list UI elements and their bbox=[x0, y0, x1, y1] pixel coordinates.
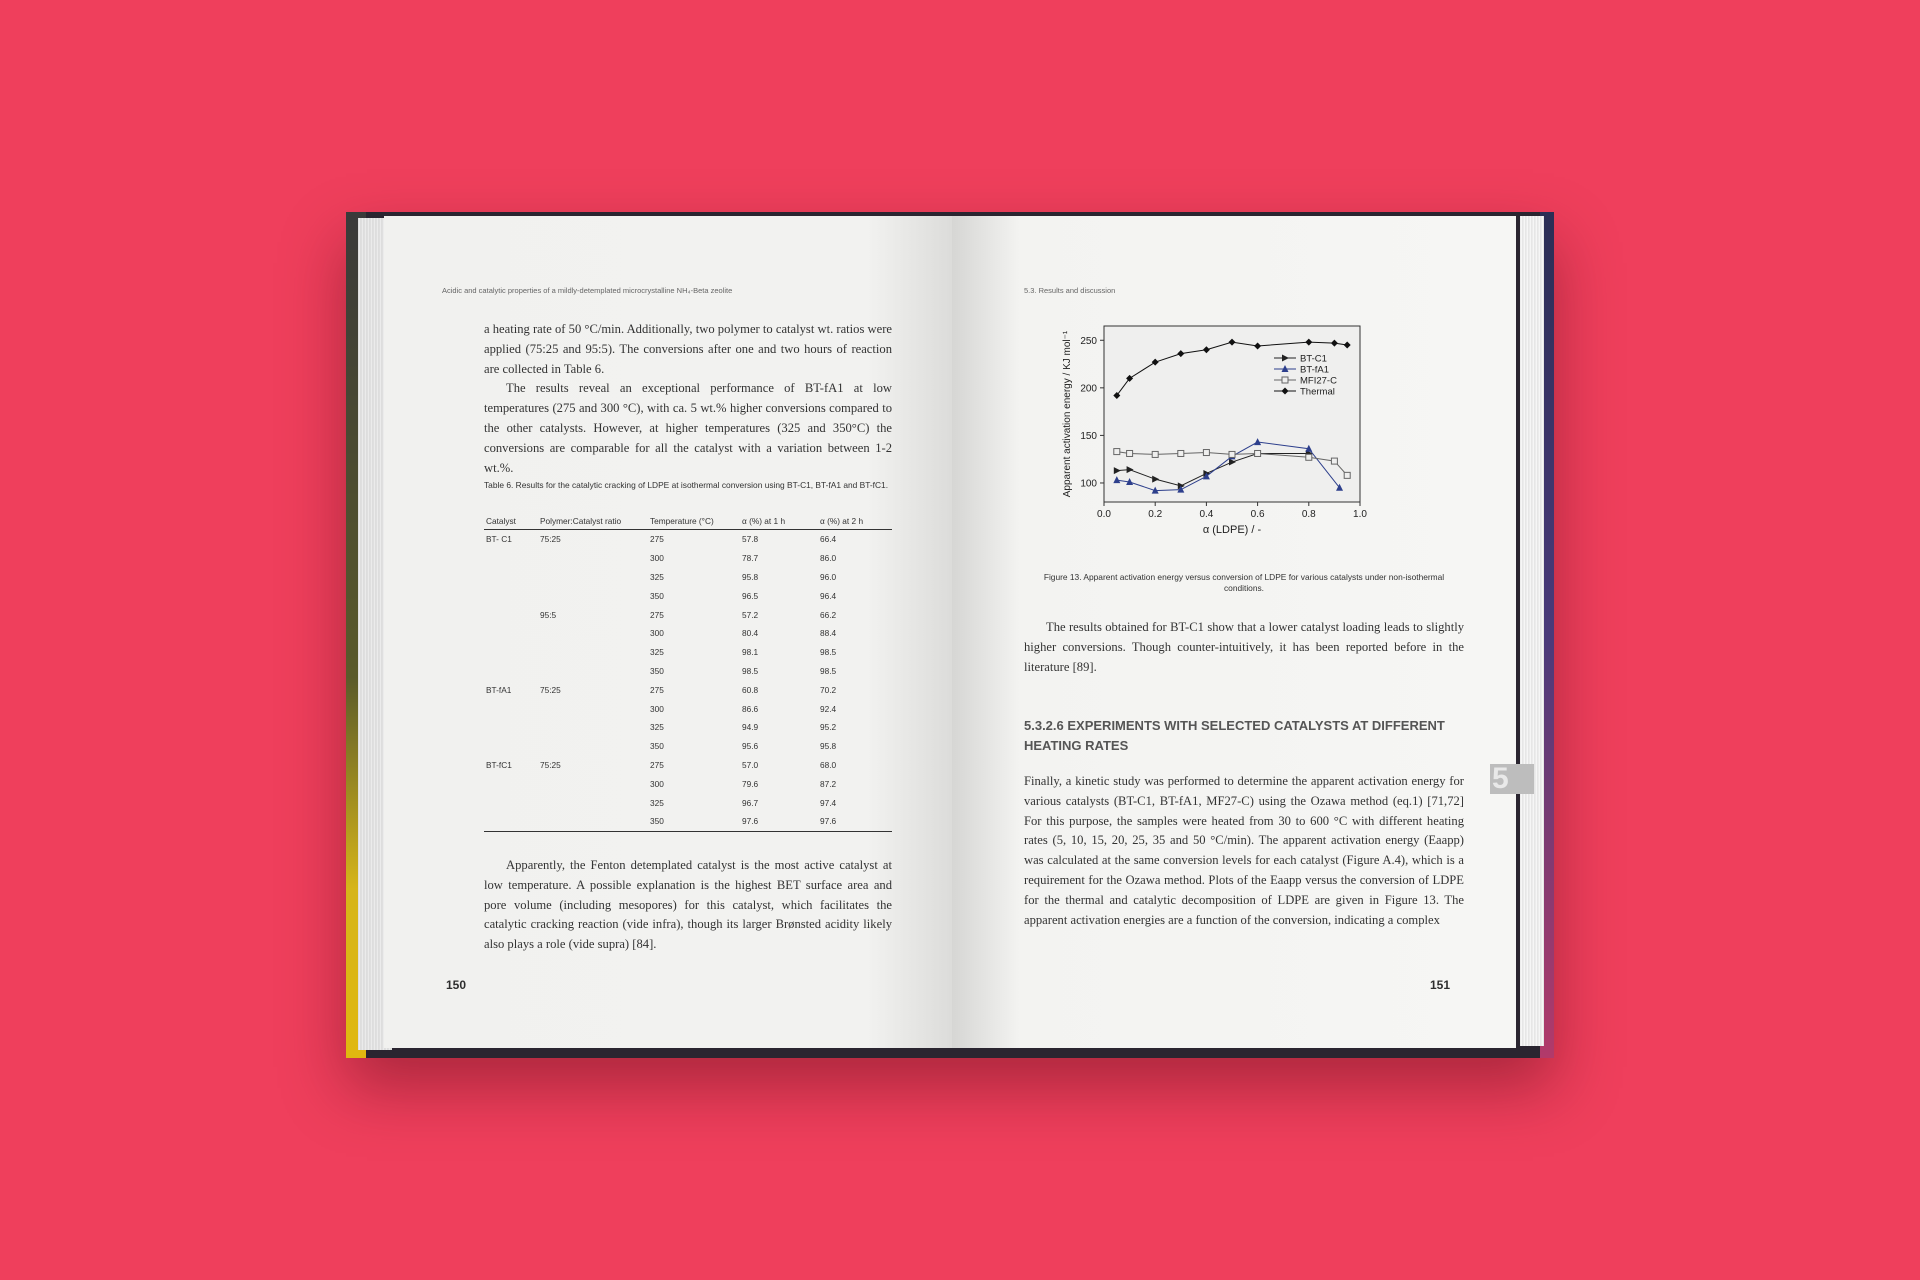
x-tick-label: 1.0 bbox=[1353, 509, 1367, 520]
table-cell: 88.4 bbox=[820, 628, 837, 639]
table-cell bbox=[538, 718, 648, 737]
table-cell bbox=[484, 586, 538, 605]
table-cell: 325 bbox=[650, 571, 664, 582]
left-page bbox=[384, 216, 952, 1048]
table-row bbox=[484, 699, 892, 718]
table-cell: BT-fC1 bbox=[486, 759, 512, 770]
table-cell: 75:25 bbox=[540, 684, 561, 695]
right-page bbox=[952, 216, 1516, 1048]
figure-caption: Figure 13. Apparent activation energy versus conversion of LDPE for various catalysts under non-isothermal conditions. bbox=[1043, 572, 1445, 593]
data-point-mfi27-c bbox=[1203, 450, 1209, 456]
table-cell: 57.8 bbox=[742, 534, 759, 545]
table-cell bbox=[484, 624, 538, 643]
table-cell: 96.0 bbox=[820, 571, 837, 582]
table-row bbox=[484, 568, 892, 587]
legend-marker-mfi27-c bbox=[1282, 377, 1288, 383]
data-point-mfi27-c bbox=[1255, 450, 1261, 456]
table-caption: Table 6. Results for the catalytic cracking of LDPE at isothermal conversion using BT-C1, BT-fA1 and BT-fC1. bbox=[484, 480, 889, 490]
table-row bbox=[484, 530, 892, 549]
table-header-row bbox=[484, 513, 892, 530]
table-cell bbox=[538, 812, 648, 831]
table-cell bbox=[538, 643, 648, 662]
table-row bbox=[484, 718, 892, 737]
x-tick-label: 0.8 bbox=[1301, 509, 1316, 520]
table-cell: 95.8 bbox=[742, 571, 759, 582]
table-cell: 68.0 bbox=[820, 759, 837, 770]
table-cell: 98.1 bbox=[742, 647, 759, 658]
table-cell: 95.6 bbox=[742, 741, 759, 752]
running-head-left: Acidic and catalytic properties of a mildly-detemplated microcrystalline NH₄-Beta zeolite bbox=[442, 286, 733, 295]
table-cell: 80.4 bbox=[742, 628, 759, 639]
table-cell bbox=[538, 774, 648, 793]
table-cell: 350 bbox=[650, 665, 664, 676]
table-cell bbox=[484, 549, 538, 568]
table-cell bbox=[484, 718, 538, 737]
table-cell: BT-fA1 bbox=[486, 684, 512, 695]
data-point-mfi27-c bbox=[1152, 451, 1158, 457]
left-text-top bbox=[484, 320, 892, 478]
x-tick-label: 0.4 bbox=[1199, 509, 1214, 520]
table-cell: 95.2 bbox=[820, 722, 837, 733]
running-head-right: 5.3. Results and discussion bbox=[1024, 286, 1116, 295]
data-point-mfi27-c bbox=[1229, 451, 1235, 457]
plot-frame bbox=[1104, 326, 1360, 502]
table-cell: 275 bbox=[650, 534, 664, 545]
left-text-bottom bbox=[484, 856, 892, 955]
table-cell bbox=[538, 568, 648, 587]
table-cell bbox=[538, 624, 648, 643]
table-header-cell: Catalyst bbox=[484, 513, 538, 530]
table-cell: 300 bbox=[650, 778, 664, 789]
table-row bbox=[484, 756, 892, 775]
table-row bbox=[484, 624, 892, 643]
table-cell: 75:25 bbox=[540, 534, 561, 545]
x-tick-label: 0.2 bbox=[1148, 509, 1163, 520]
table-cell: 96.7 bbox=[742, 797, 759, 808]
table-header-cell: Polymer:Catalyst ratio bbox=[538, 513, 648, 530]
table-cell: 57.0 bbox=[742, 759, 759, 770]
table-row bbox=[484, 737, 892, 756]
right-paragraph-1: The results obtained for BT-C1 show that a lower catalyst loading leads to slightly higher conversions. Though counter-intuitively, it has been reported before in the literature [89]. bbox=[1024, 620, 1464, 674]
table-cell: 97.6 bbox=[740, 812, 818, 831]
table-cell bbox=[484, 643, 538, 662]
table-cell: 66.4 bbox=[820, 534, 837, 545]
table-cell bbox=[484, 662, 538, 681]
table-cell: 325 bbox=[650, 647, 664, 658]
activation-energy-chart bbox=[1052, 312, 1367, 552]
table-cell bbox=[538, 793, 648, 812]
left-paragraph-3: Apparently, the Fenton detemplated catalyst is the most active catalyst at low temperature. A possible explanation is the highest BET surface area and pore volume (including mesopores) for this catalyst, which facilitates the catalytic cracking reaction (vide infra), though its larger Brønsted acidity likely also plays a role (vide supra) [84]. bbox=[484, 858, 892, 952]
table-cell bbox=[484, 737, 538, 756]
x-axis-label: α (LDPE) / - bbox=[1202, 524, 1262, 536]
table-cell bbox=[538, 549, 648, 568]
table-cell: 94.9 bbox=[742, 722, 759, 733]
table-cell: 325 bbox=[650, 797, 664, 808]
table-cell: 98.5 bbox=[820, 647, 837, 658]
table-cell bbox=[484, 699, 538, 718]
table-row bbox=[484, 680, 892, 699]
data-point-mfi27-c bbox=[1114, 449, 1120, 455]
table-cell: 350 bbox=[650, 590, 664, 601]
table-cell bbox=[538, 586, 648, 605]
page-number-left: 150 bbox=[446, 978, 467, 992]
data-point-mfi27-c bbox=[1306, 454, 1312, 460]
left-paragraph-1: a heating rate of 50 °C/min. Additionally, two polymer to catalyst wt. ratios were applied (75:25 and 95:5). The conversions after one and two hours of reaction are collected in Table 6. bbox=[484, 322, 892, 376]
data-point-mfi27-c bbox=[1127, 450, 1133, 456]
table-cell: 87.2 bbox=[820, 778, 837, 789]
table-cell: 350 bbox=[648, 812, 740, 831]
page-number-right: 151 bbox=[1430, 978, 1451, 992]
open-book bbox=[346, 212, 1554, 1058]
data-point-mfi27-c bbox=[1344, 472, 1350, 478]
table-row bbox=[484, 643, 892, 662]
table-cell bbox=[484, 774, 538, 793]
results-table bbox=[484, 513, 892, 832]
legend-label-mfi27-c: MFI27-C bbox=[1300, 375, 1337, 387]
table-cell bbox=[538, 662, 648, 681]
table-cell bbox=[484, 568, 538, 587]
table-cell bbox=[484, 793, 538, 812]
legend-label-bt-c1: BT-C1 bbox=[1300, 353, 1327, 365]
y-tick-label: 200 bbox=[1080, 383, 1097, 395]
table-cell: 92.4 bbox=[820, 703, 837, 714]
table-cell: 96.5 bbox=[742, 590, 759, 601]
table-cell: 300 bbox=[650, 703, 664, 714]
table-row bbox=[484, 812, 892, 831]
table-cell bbox=[484, 812, 538, 831]
table-cell: 97.4 bbox=[820, 797, 837, 808]
right-paragraph-2: Finally, a kinetic study was performed to determine the apparent activation energy for various catalysts (BT-C1, BT-fA1, MF27-C) using the Ozawa method (eq.1) [71,72] For this purpose, the samples were heated from 30 to 600 °C with different heating rates (5, 10, 15, 20, 25, 35 and 50 °C/min). The apparent activation energy (Eaapp) was calculated at the same conversion levels for each catalyst (Figure A.4), which is a requirement for the Ozawa method. Plots of the Eaapp versus the conversion of LDPE for the thermal and catalytic decomposition of LDPE are given in Figure 13. The apparent activation energies are a function of the conversion, indicating a complex bbox=[1024, 774, 1464, 927]
table-cell: 275 bbox=[650, 684, 664, 695]
table-cell: 95.8 bbox=[820, 741, 837, 752]
table-body bbox=[484, 530, 892, 832]
table-cell: 96.4 bbox=[820, 590, 837, 601]
table-cell: 95:5 bbox=[540, 609, 557, 620]
table-row bbox=[484, 586, 892, 605]
y-tick-label: 100 bbox=[1080, 478, 1097, 490]
table-cell: 97.6 bbox=[818, 812, 892, 831]
legend-label-thermal: Thermal bbox=[1300, 386, 1335, 398]
table-row bbox=[484, 605, 892, 624]
table-cell: 300 bbox=[650, 628, 664, 639]
table-cell: 57.2 bbox=[742, 609, 759, 620]
table-cell bbox=[538, 699, 648, 718]
table-row bbox=[484, 549, 892, 568]
table-cell: 98.5 bbox=[742, 665, 759, 676]
data-point-mfi27-c bbox=[1331, 458, 1337, 464]
table-row bbox=[484, 774, 892, 793]
table-row bbox=[484, 793, 892, 812]
right-text-bottom bbox=[1024, 772, 1464, 930]
page-edges-right bbox=[1520, 216, 1544, 1046]
y-axis-label: Apparent activation energy / KJ mol⁻¹ bbox=[1062, 330, 1073, 498]
table-cell: 70.2 bbox=[820, 684, 837, 695]
table-cell: 350 bbox=[650, 741, 664, 752]
table-cell: 275 bbox=[650, 609, 664, 620]
table-cell: 98.5 bbox=[820, 665, 837, 676]
left-paragraph-2: The results reveal an exceptional performance of BT-fA1 at low temperatures (275 and 300 °C), with ca. 5 wt.% higher conversions compared to the other catalysts. However, at higher temperatures (325 and 350°C) the conversions are comparable for all the catalyst with a variation between 1-2 wt.%. bbox=[484, 381, 892, 475]
table-cell: 275 bbox=[650, 759, 664, 770]
table-cell: 78.7 bbox=[742, 553, 759, 564]
table-cell: 60.8 bbox=[742, 684, 759, 695]
table-cell: 79.6 bbox=[742, 778, 759, 789]
table-cell bbox=[538, 737, 648, 756]
table-header-cell: α (%) at 1 h bbox=[740, 513, 818, 530]
table-cell: 86.0 bbox=[820, 553, 837, 564]
y-tick-label: 250 bbox=[1080, 335, 1097, 347]
y-tick-label: 150 bbox=[1080, 430, 1097, 442]
table-cell bbox=[484, 605, 538, 624]
x-tick-label: 0.0 bbox=[1097, 509, 1111, 520]
data-point-mfi27-c bbox=[1178, 450, 1184, 456]
table-cell: 66.2 bbox=[820, 609, 837, 620]
x-tick-label: 0.6 bbox=[1250, 509, 1265, 520]
table-cell: 325 bbox=[650, 722, 664, 733]
table-row bbox=[484, 662, 892, 681]
legend-label-bt-fa1: BT-fA1 bbox=[1300, 364, 1330, 376]
table-header-cell: α (%) at 2 h bbox=[818, 513, 892, 530]
table-cell: 300 bbox=[650, 553, 664, 564]
table-cell: 75:25 bbox=[540, 759, 561, 770]
chapter-thumb-tab: 5 bbox=[1490, 764, 1534, 794]
table-cell: BT- C1 bbox=[486, 534, 512, 545]
right-text-top bbox=[1024, 618, 1464, 677]
section-heading: 5.3.2.6 EXPERIMENTS WITH SELECTED CATALYSTS AT DIFFERENT HEATING RATES bbox=[1024, 718, 1445, 753]
table-cell: 86.6 bbox=[742, 703, 759, 714]
table-header-cell: Temperature (°C) bbox=[648, 513, 740, 530]
